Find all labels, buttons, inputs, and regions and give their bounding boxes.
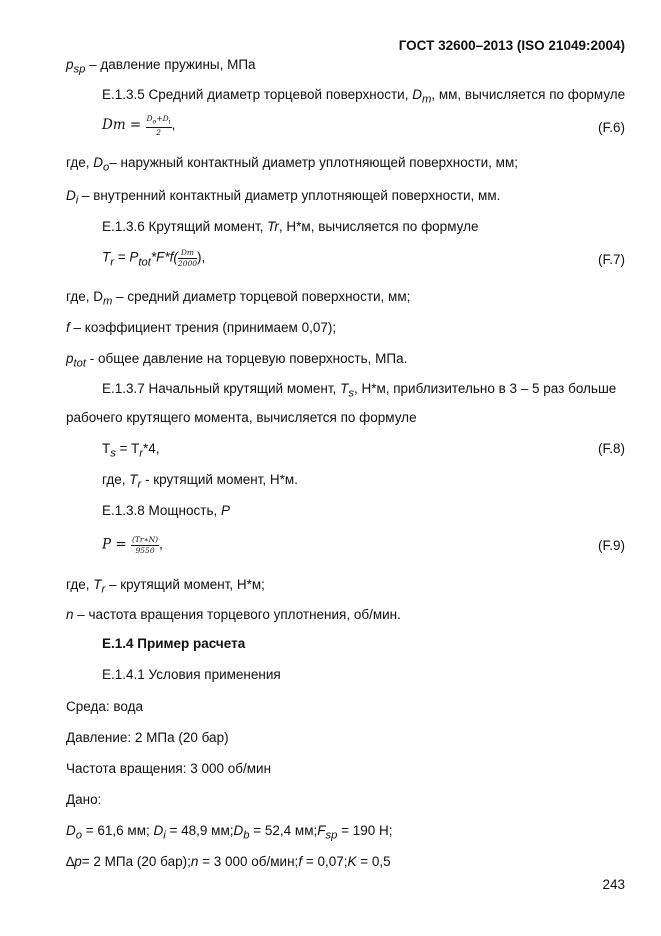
clause-e137: Е.1.3.7 Начальный крутящий момент, $T_s$, Н*м, приблизительно в 3 – 5 раз больше [102,381,617,400]
tr-definition-1: где, $T_r$ - крутящий момент, Н*м. [102,472,298,491]
fraction-denominator: 2 [156,127,161,137]
do-definition: где, $D_o-$ наружный контактный диаметр уплотняющей поверхности, мм; [66,155,518,174]
psp-definition [66,57,256,76]
formula-f9: P = $\frac{(Tr∗N)}{9550}$ , [102,535,163,555]
clause-e135 [102,87,625,106]
formula-f7: $T_r = P_{tot}*F*f$( $\frac{Dm}{2000}$ ), [102,248,206,269]
clause-e141: Е.1.4.1 Условия применения [102,667,281,682]
n-definition: n – частота вращения торцевого уплотнения, об/мин. [66,607,401,622]
given-values-1: $D_o = 61,6$ мм; $D_i = 48,9$ $мм;D_b = 52,4$ $мм;F_{sp} = 190$ Н; [66,823,393,842]
condition-pressure: Давление: 2 МПа (20 бар) [66,730,229,745]
dm-definition: где, $D_m$ – средний диаметр торцевой поверхности, мм; [66,289,411,308]
formula-fraction: $\frac{Dm}{2000}$ [177,248,198,268]
tr-definition-2: где, $T_r$ – крутящий момент, Н*м; [66,577,265,596]
di-definition: $D_i$ – внутренний контактный диаметр уплотняющей поверхности, мм. [66,188,501,207]
formula-eq: = [125,117,146,134]
formula-fraction [146,115,172,136]
formula-f8: $T_s = T_r*4$, [102,441,160,460]
clause-text-a: Е.1.3.5 Средний диаметр торцевой поверхности, [102,87,413,102]
formula-f6 [102,115,175,136]
var-d: D [412,87,422,102]
formula-fraction: $\frac{(Tr∗N)}{9550}$ [132,535,159,555]
f-definition: f – коэффициент трения (принимаем 0,07); [66,320,337,335]
formula-lhs: Dm [102,117,126,134]
condition-medium: Среда: вода [66,699,143,714]
formula-label-f6: (F.6) [598,120,625,135]
clause-e136: Е.1.3.6 Крутящий момент, Tr, Н*м, вычисляется по формуле [102,219,479,234]
given-label: Дано: [66,792,102,807]
sub-m: m [421,93,432,106]
section-heading-e14: Е.1.4 Пример расчета [102,636,246,651]
formula-label-f8: (F.8) [598,441,625,456]
formula-tail: , [171,117,176,133]
formula-label-f7: (F.7) [598,252,625,267]
clause-e137-continuation: рабочего крутящего момента, вычисляется по формуле [66,410,417,425]
var-p: p [66,57,74,72]
document-header: ГОСТ 32600–2013 (ISO 21049:2004) [398,38,625,53]
given-values-2: ∆p= 2 МПа (20 бар);n = 3 000 об/мин;f = 0,07;K = 0,5 [66,854,391,869]
page-number: 243 [602,877,625,892]
ptot-definition: $p_{tot}$ - общее давление на торцевую поверхность, МПа. [66,351,408,370]
psp-text: – давление пружины, МПа [85,57,256,72]
clause-text-b: , мм, вычисляется по формуле [431,87,626,102]
fraction-numerator: $D_o+D_i$ [146,115,172,128]
formula-label-f9: (F.9) [598,538,625,553]
condition-speed: Частота вращения: 3 000 об/мин [66,761,272,776]
sub-sp: sp [73,63,86,76]
clause-e138: Е.1.3.8 Мощность, P [102,503,230,518]
